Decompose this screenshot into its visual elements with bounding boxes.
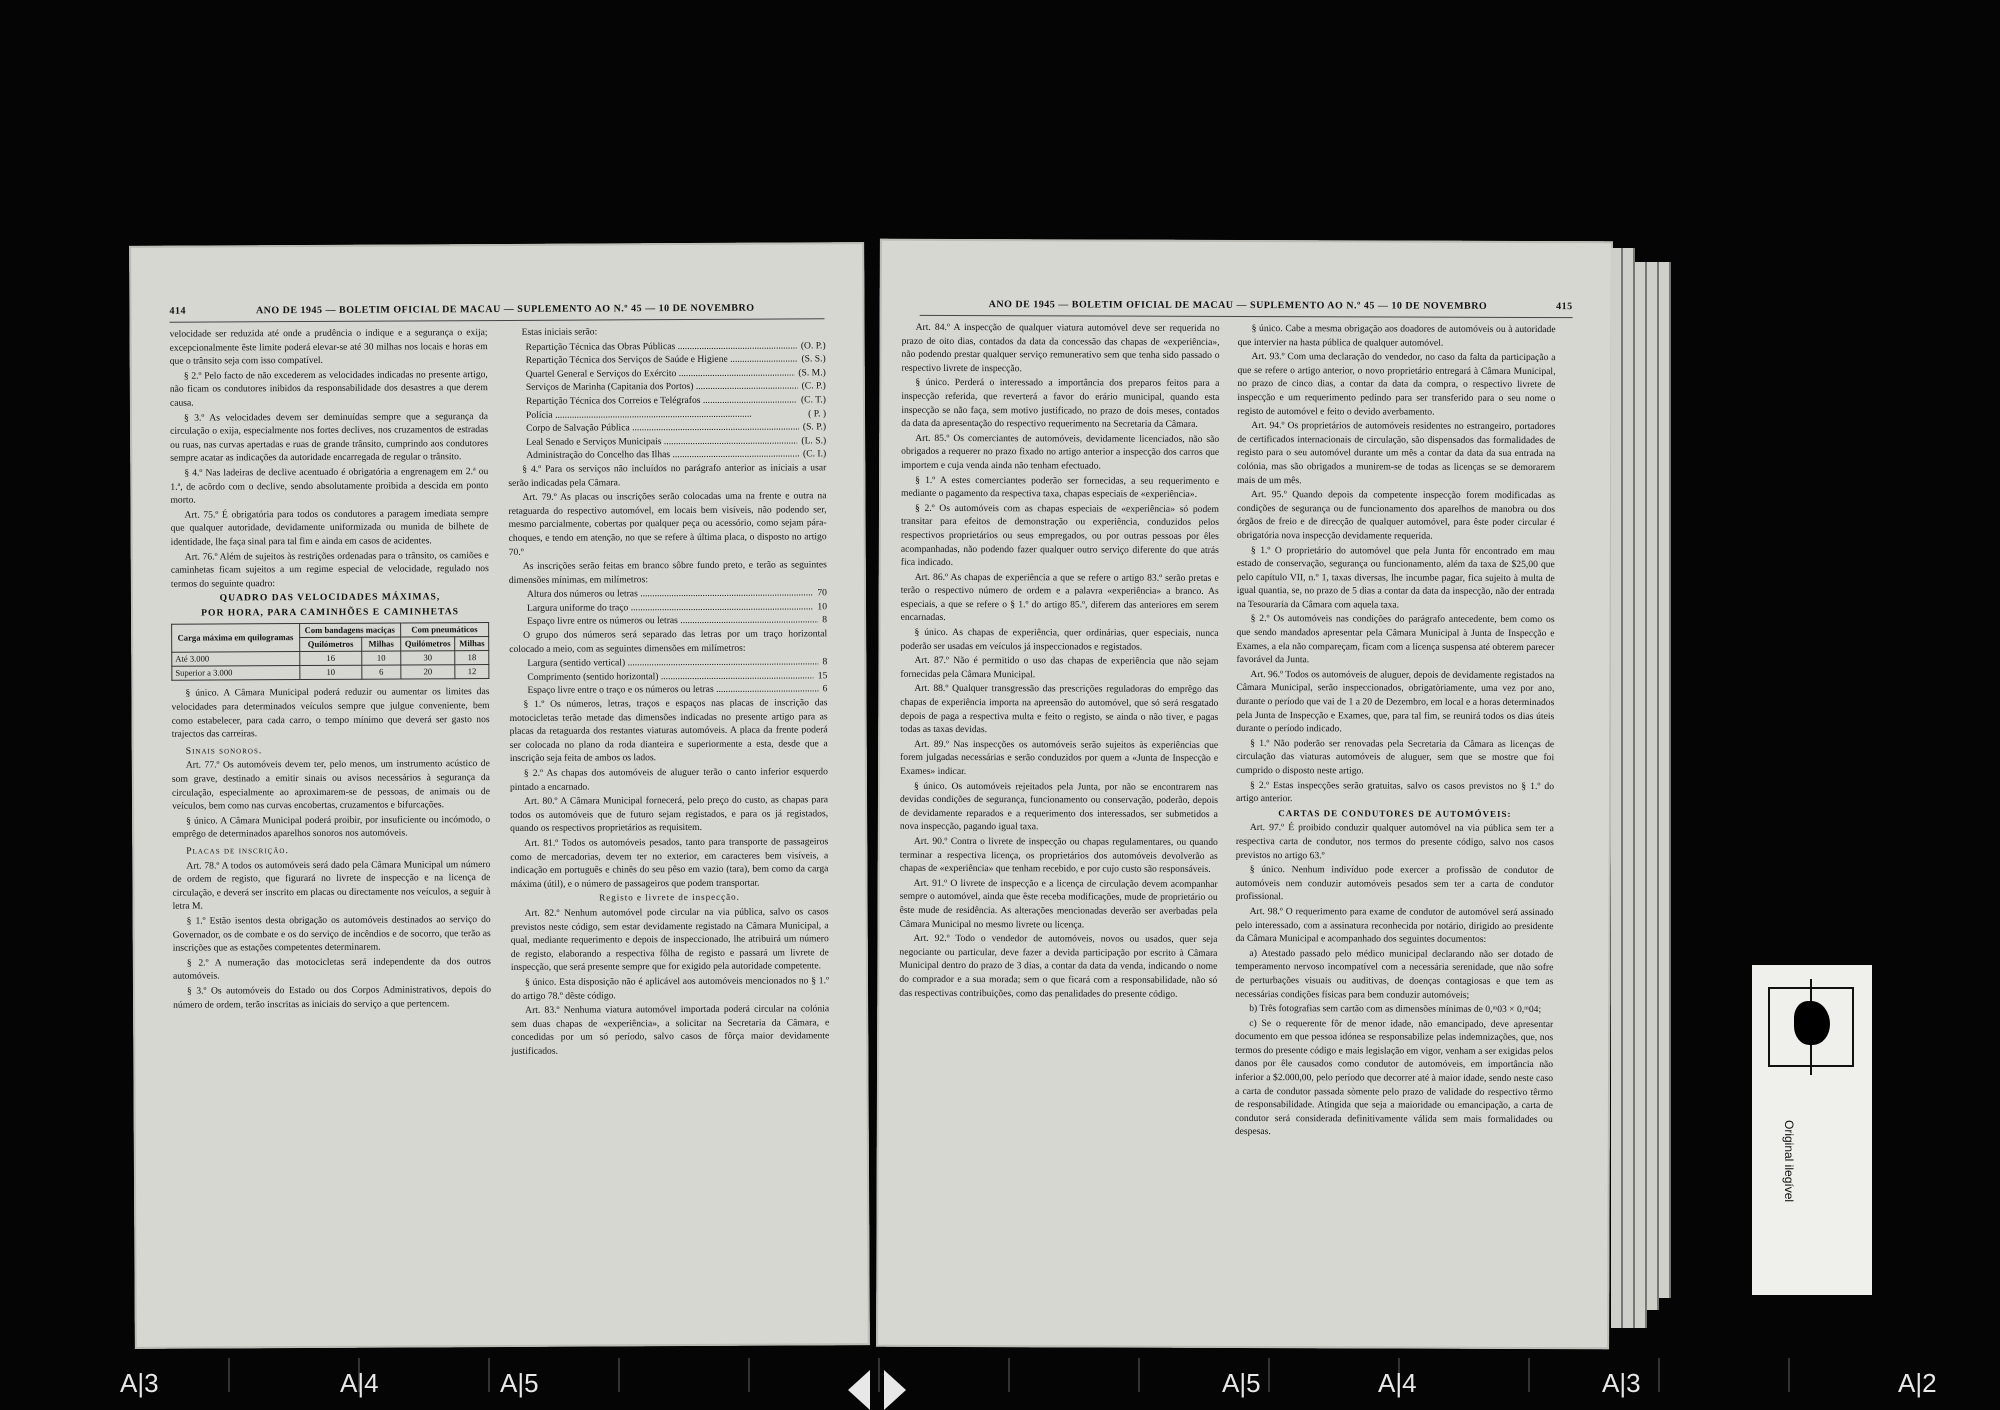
table-header: Com bandagens maciças bbox=[299, 623, 400, 638]
list-item-label: Corpo de Salvação Pública ..... bbox=[526, 421, 799, 436]
header-title: ANO DE 1945 — BOLETIM OFICIAL DE MACAU — SUPLEMENTO AO N.º 45 — 10 DE NOVEMBRO bbox=[988, 299, 1488, 312]
paragraph: Art. 75.º É obrigatória para todos os condutores a paragem imediata sempre que qualquer autoridade, devidamente uniformizada ou munida de bilhete de identidade, lhe faça sinal para tal fim e ainda em casos de acidentes. bbox=[170, 507, 489, 548]
list-item-value: 70 bbox=[817, 587, 827, 599]
initials-list bbox=[508, 339, 827, 463]
list-item bbox=[508, 393, 826, 408]
paragraph: § único. A Câmara Municipal poderá reduzir ou aumentar os limites das velocidades para determinados veículos sempre que julgue conveniente, bem como estabelecer, para cada carro, o tempo mínimo que deverá ser gasto nos trajectos das carreiras. bbox=[171, 686, 490, 740]
paragraph: a) Atestado passado pelo médico municipal declarando não ser dotado de temperamento nervoso incompatível com a necessária serenidade, que não sofre de perturbações visuais ou auditivas, de doenças contagiosas e que tem as necessárias condições físicas para bem conduzir automóveis; bbox=[1235, 947, 1554, 1001]
list-item-code: ( P. ) bbox=[808, 407, 827, 419]
paragraph: § 1.º O proprietário do automóvel que pela Junta fôr encontrado em mau estado de conservação, segurança ou funcionamento, além da taxa de $25,00 que pelo capítulo VII, n.º 1, taxas diversas, lhe incumbe pagar, fica sujeito à multa de igual quantia, se, no prazo de 5 dias a contar da data da inspecção, não der entrada na Tesouraria da Câmara com aquela taxa. bbox=[1236, 544, 1555, 611]
list-item-code: (C. P.) bbox=[801, 380, 826, 392]
frame-mark: A|3 bbox=[120, 1368, 159, 1398]
table-cell: 10 bbox=[362, 651, 401, 665]
paragraph: Art. 82.º Nenhum automóvel pode circular na via pública, salvo os casos previstos neste código, sem estar devidamente registado na Câmara Municipal, a qual, mediante requerimento e depois de inspeccionado, lhe atribuirá um número de registo, elaborando a respectiva fôlha de registo e passará um livrete de inspecção, que será presente sempre que for exigido pela autoridade competente. bbox=[510, 906, 829, 974]
table-cell: 16 bbox=[299, 652, 362, 666]
frame-arrow-left-icon bbox=[848, 1370, 870, 1410]
paragraph: Art. 84.º A inspecção de qualquer viatura automóvel deve ser requerida no prazo de oito dias, contados da data da concessão das chapas de «experiência», não podendo prestar qualquer serviço remunerativo sem que tenha sido passado o respectivo livrete de inspecção. bbox=[901, 321, 1220, 375]
page-edges bbox=[1611, 248, 1671, 1328]
page-header bbox=[169, 302, 824, 322]
paragraph: § 2.º A numeração das motocicletas será independente da dos outros automóveis. bbox=[172, 955, 491, 983]
paragraph: Art. 81.º Todos os automóveis pesados, tanto para transporte de passageiros como de mercadorias, devem ter no exterior, em caracteres bem visíveis, a indicação em português e chinês do seu pêso em vazio (tara), bem como da carga máxima (útil), e o número de passageiros que podem transportar. bbox=[510, 836, 829, 890]
frame-mark: A|2 bbox=[1898, 1368, 1937, 1398]
list-item-code: (C. T.) bbox=[800, 394, 826, 406]
paragraph: § 3.º As velocidades devem ser deminuídas sempre que a segurança da circulação o exija, especialmente nos fortes declives, nos cruzamentos de estradas ou ruas, nas curvas apertadas e ruas de grande trânsito, cumprindo aos condutores sempre acatar as indicações da autoridade encarregada de regular o trânsito. bbox=[170, 410, 489, 465]
speed-table bbox=[171, 623, 489, 682]
list-item-label: Largura uniforme do traço ..... bbox=[527, 600, 813, 615]
list-item-value: 6 bbox=[822, 683, 828, 695]
table-cell: 6 bbox=[362, 665, 401, 679]
paragraph: Art. 96.º Todos os automóveis de aluguer, depois de devidamente registados na Câmara Municipal, serão inspeccionados, obrigatòriamente, uma vez por ano, durante o período que vai de 1 a 20 de Dezembro, em local e a horas determinados pela Junta de Inspecção e Exames, que, para tal fim, se reunirá todos os dias úteis durante o período indicado. bbox=[1236, 668, 1555, 735]
paragraph: Art. 88.º Qualquer transgressão das prescrições reguladoras do emprêgo das chapas de experiência importa na apreensão do automóvel, que só será resgatado depois de paga a respectiva multa e feito o registo, se ainda o não tiver, e pagas todas as taxas devidas. bbox=[900, 683, 1219, 736]
paragraph: Art. 86.º As chapas de experiência a que se refere o artigo 83.º serão pretas e terão o respectivo número de ordem e a palavra «experiência» a branco. As especiais, a que se refere o § 1.º do artigo 85.º, diferem das anteriores em serem encarnadas. bbox=[900, 571, 1219, 624]
list-item-label: Repartição Técnica dos Correios e Telégrafos ..... bbox=[526, 393, 797, 408]
paragraph: b) Três fotografias sem cartão com as dimensões mínimas de 0,ᵐ03 × 0,ᵐ04; bbox=[1249, 1003, 1542, 1016]
paragraph: Art. 89.º Nas inspecções os automóveis serão sujeitos às experiências que forem julgadas necessárias e serão conduzidos por quem a «Junta de Inspecção e Exames» indicar. bbox=[900, 738, 1219, 778]
paragraph: Art. 77.º Os automóveis devem ter, pelo menos, um instrumento acústico de som grave, destinado a emitir sinais ou avisos necessários à segurança da circulação, especialmente ao aproximarem-se de pessoas, de animais ou de veículos, bem como nas curvas encobertas, cruzamentos e bifurcações. bbox=[171, 758, 491, 812]
list-item-code: (S. M.) bbox=[798, 367, 826, 379]
list-item-label: Polícia ..... bbox=[526, 407, 752, 422]
header-title: ANO DE 1945 — BOLETIM OFICIAL DE MACAU — SUPLEMENTO AO N.º 45 — 10 DE NOVEMBRO bbox=[255, 302, 755, 317]
frame-mark: A|4 bbox=[340, 1368, 379, 1398]
list-item-label: Espaço livre entre os números ou letras ..... bbox=[527, 614, 818, 629]
section-heading: Sinais sonoros. bbox=[185, 745, 263, 757]
section-heading: Registo e livrete de inspecção. bbox=[599, 892, 740, 903]
paragraph: Art. 94.º Os proprietários de automóveis residentes no estrangeiro, portadores de certificados internacionais de circulação, são dispensados das formalidades de registo para o seu automóvel durante um mês a contar da data da sua entrada na colónia, mas são obrigados a munirem-se de todas as licenças se se demorarem mais de um mês. bbox=[1237, 420, 1556, 486]
paragraph: Art. 92.º Todo o vendedor de automóveis, novos ou usados, quer seja negociante ou particular, deve fazer a devida participação por escrito à Câmara Municipal dentro do prazo de 3 dias, a contar da data da venda, indicando o nome do comprador e a sua morada; sem o que ficará com a responsabilidade, não só das respectivas contribuições, como das penalidades do presente código. bbox=[899, 932, 1218, 1000]
table-cell: 18 bbox=[455, 651, 489, 665]
frame-mark: A|5 bbox=[1222, 1368, 1261, 1398]
list-item-value: 10 bbox=[817, 601, 828, 613]
section-heading: Placas de inscrição. bbox=[186, 845, 289, 857]
table-cell: Superior a 3.000 bbox=[172, 666, 300, 681]
list-item-label: Serviços de Marinha (Capitania dos Portos) ..... bbox=[526, 380, 798, 395]
list-item-code: (S. P.) bbox=[802, 421, 827, 433]
paragraph: As inscrições serão feitas em branco sôbre fundo preto, e terão as seguintes dimensões mínimas, em milímetros: bbox=[508, 559, 827, 586]
right-page-column-1 bbox=[899, 321, 1219, 1002]
paragraph: Art. 78.º A todos os automóveis será dado pela Câmara Municipal um número de ordem de registo, que figurará no livrete de inspecção e na licença de circulação, e deverá ser inscrito em placas ou directamente nos veículos, a seguir à letra M. bbox=[172, 858, 491, 913]
table-header: Quilómetros bbox=[400, 637, 455, 651]
paragraph: Art. 91.º O livrete de inspecção e a licença de circulação devem acompanhar sempre o automóvel, ainda que êste receba modificações, mude de proprietário ou êste mude de residência. As alterações mencionadas deverão ser averbadas pela Câmara Municipal no mesmo livrete ou licença. bbox=[899, 877, 1218, 930]
left-page-column-1 bbox=[170, 326, 492, 1013]
list-item-code: (C. I.) bbox=[803, 448, 827, 460]
list-item-label: Repartição Técnica das Obras Públicas ..... bbox=[526, 339, 797, 354]
section-heading: CARTAS DE CONDUTORES DE AUTOMÓVEIS: bbox=[1278, 807, 1512, 819]
table-cell: 10 bbox=[299, 666, 362, 680]
list-item-value: 15 bbox=[817, 670, 828, 682]
paragraph: § único. Os automóveis rejeitados pela Junta, por não se encontrarem nas devidas condições de segurança, funcionamento ou conservação, poderão, depois de devidamente reparados e a requerimento dos interessados, ser submetidos a nova inspecção, pagando igual taxa. bbox=[899, 780, 1219, 833]
list-item-label: Altura dos números ou letras ..... bbox=[527, 587, 813, 602]
paragraph: § 1.º Estão isentos desta obrigação os automóveis destinados ao serviço do Governador, os de combate e os do serviço de incêndios e de socorro, que terão as inscrições que as estações competentes determinarem. bbox=[172, 914, 491, 954]
paragraph: § 3.º Os automóveis do Estado ou dos Corpos Administrativos, depois do número de ordem, terão inscritas as iniciais do serviço a que pertencem. bbox=[173, 983, 492, 1011]
dimensions-list bbox=[509, 587, 827, 629]
left-page-column-2 bbox=[508, 324, 830, 1059]
target-frame-icon bbox=[1768, 987, 1854, 1067]
table-cell: 20 bbox=[400, 665, 455, 679]
paragraph: velocidade ser reduzida até onde a prudência o indique e a segurança o exija; excepcionalmente êste limite poderá elevar-se até 30 milhas nos locais e horas em que o trânsito seja com isso compatível. bbox=[169, 327, 488, 367]
frame-arrow-right-icon bbox=[884, 1370, 906, 1410]
paragraph: § 2.º Pelo facto de não excederem as velocidades indicadas no presente artigo, não ficam os condutores inibidos da responsabilidade dos desastres a que derem causa. bbox=[169, 368, 488, 409]
film-edge-ticks bbox=[160, 1358, 1810, 1392]
list-item-code: (S. S.) bbox=[801, 353, 826, 365]
list-item-label: Largura (sentido vertical) ..... bbox=[527, 656, 818, 671]
paragraph: Art. 76.º Além de sujeitos às restrições ordenadas para o trânsito, os camiões e caminhetas ficam sujeitos a um regime especial de velocidade, regulado nos termos do seguinte quadro: bbox=[170, 549, 489, 590]
paragraph: Art. 95.º Quando depois da competente inspecção forem modificadas as condições de segurança ou de funcionamento dos aparelhos de manobra ou dos órgãos de freio e de direcção de qualquer automóvel, para êste poder circular é obrigatória nova inspecção devidamente requerida. bbox=[1236, 489, 1556, 542]
paragraph: § único. As chapas de experiência, quer ordinárias, quer especiais, nunca poderão ser usadas em veículos já inspeccionados e registados. bbox=[900, 626, 1219, 653]
paragraph: Art. 90.º Contra o livrete de inspecção ou chapas regulamentares, ou quando terminar a respectiva licença, os proprietários dos automóveis devolverão as chapas de «experiência» que tenham recebido, e por cujo custo são responsáveis. bbox=[899, 835, 1218, 876]
paragraph: § 2.º Os automóveis nas condições do parágrafo antecedente, bem como os que sendo mandados apresentar pela Câmara Municipal à Junta de Inspecção e Exames, a ela não compareçam, ficam com a licença suspensa até obterem parecer favorável da Junta. bbox=[1236, 613, 1555, 666]
paragraph: § 1.º A estes comerciantes poderão ser fornecidas, a seu requerimento e mediante o pagamento da respectiva taxa, chapas especiais de «experiência». bbox=[901, 474, 1220, 500]
table-header: Milhas bbox=[455, 637, 489, 651]
paragraph: Art. 98.º O requerimento para exame de condutor de automóvel será assinado pelo interessado, com a assinatura reconhecida por notário, dirigido ao presidente da Câmara Municipal e acompanhado dos seguintes documentos: bbox=[1235, 905, 1554, 945]
paragraph: Art. 83.º Nenhuma viatura automóvel importada poderá circular na colónia sem duas chapas de «experiência», a solicitar na Secretaria da Câmara, e concedidas por um só período, salvo casos de fôrça maior devidamente justificados. bbox=[511, 1003, 830, 1057]
table-header: Quilómetros bbox=[299, 638, 362, 652]
page-number: 415 bbox=[1556, 301, 1573, 313]
frame-mark: A|3 bbox=[1602, 1368, 1641, 1398]
paragraph: § único. Nenhum indivíduo pode exercer a profissão de condutor de automóveis nem conduzir automóveis pesados sem ter a carta de condutor profissional. bbox=[1235, 864, 1554, 903]
paragraph: Art. 97.º É proibido conduzir qualquer automóvel na via pública sem ter a respectiva carta de condutor, nos termos do presente código, salvo nos casos previstos no artigo 63.º bbox=[1235, 822, 1554, 861]
list-item-label: Leal Senado e Serviços Municipais ..... bbox=[526, 434, 797, 449]
paragraph: Art. 87.º Não é permitido o uso das chapas de experiência que não sejam fornecidas pela Câmara Municipal. bbox=[900, 655, 1219, 681]
paragraph: § único. A Câmara Municipal poderá proibir, por insuficiente ou incómodo, o emprêgo de determinados aparelhos sonoros nos automóveis. bbox=[172, 813, 491, 841]
list-item-code: (O. P.) bbox=[800, 339, 826, 352]
list-item-value: 8 bbox=[822, 614, 828, 626]
paragraph: § único. Cabe a mesma obrigação aos doadores de automóveis ou à autoridade que intervier na hasta pública de qualquer automóvel. bbox=[1237, 323, 1556, 349]
table-header: Milhas bbox=[362, 637, 401, 651]
table-cell: 30 bbox=[400, 651, 455, 665]
paragraph: Art. 79.º As placas ou inscrições serão colocadas uma na frente e outra na retaguarda do respectivo automóvel, em locais bem visíveis, não podendo ser, mesmo parcialmente, cobertas por qualquer peça ou acessório, como sejam pára-choques, e tendo em atenção, no que se refere à última placa, o disposto no artigo 70.º bbox=[508, 490, 827, 558]
paragraph: § 1.º Os números, letras, traços e espaços nas placas de inscrição das motocicletas terão metade das dimensões indicadas no presente artigo para as placas da retaguarda dos restantes viaturas automóveis. A placa da frente poderá ser colocada no plano da roda dianteira e superiormente a esta, desde que a inscrição seja feita de ambos os lados. bbox=[509, 697, 828, 765]
paragraph: c) Se o requerente fôr de menor idade, não emancipado, deve apresentar documento em que pessoa idónea se responsabilize pelas indemnizações, que, nos termos do presente código e mais legislação em vigor, venham a ser exigidas pelos danos por êle causados como condutor de automóveis, em importância não inferior a $2.000,00, pelo período que decorrer até à maior idade, sendo neste caso a carta de condutor passada sòmente pelo prazo de validade do respectivo têrmo de responsabilidade. Atingida que seja a maioridade ou emancipação, a carta de condutor será considerada definitivamente válida sem mais formalidades ou despesas. bbox=[1234, 1017, 1554, 1138]
frame-mark: A|5 bbox=[500, 1368, 539, 1398]
page-header bbox=[920, 299, 1573, 318]
right-page-column-2 bbox=[1235, 322, 1556, 1141]
table-header: Com pneumáticos bbox=[400, 623, 488, 637]
paragraph: Estas iniciais serão: bbox=[521, 326, 598, 338]
list-item-code: (L. S.) bbox=[801, 435, 827, 447]
table-subtitle: POR HORA, PARA CAMINHÕES E CAMINHETAS bbox=[201, 606, 459, 619]
table-title: QUADRO DAS VELOCIDADES MÁXIMAS, bbox=[219, 591, 441, 604]
page-number: 414 bbox=[169, 305, 186, 317]
left-page bbox=[129, 242, 870, 1349]
table-row bbox=[172, 665, 489, 681]
list-item-label: Administração do Concelho das Ilhas ..... bbox=[526, 448, 799, 463]
paragraph: Art. 93.º Com uma declaração do vendedor, no caso da falta da participação a que se refere o artigo anterior, o novo proprietário entregará à Câmara Municipal, no prazo de cinco dias, a contar da data da compra, o respectivo livrete de inspecção e um requerimento pedindo para ser transferido para o seu nome o registo de automóvel e feito o devido averbamento. bbox=[1237, 351, 1556, 418]
right-page bbox=[876, 239, 1613, 1350]
list-item-value: 8 bbox=[822, 656, 828, 668]
paragraph: O grupo dos números será separado das letras por um traço horizontal colocado a meio, com as seguintes dimensões em milímetros: bbox=[509, 628, 828, 655]
dimensions-list bbox=[509, 656, 827, 698]
table-cell: 12 bbox=[455, 665, 489, 679]
paragraph: § 4.º Para os serviços não incluídos no parágrafo anterior as iniciais a usar serão indicadas pela Câmara. bbox=[508, 462, 827, 489]
paragraph: § único. Esta disposição não é aplicável aos automóveis mencionados no § 1.º do artigo 78.º dêste código. bbox=[511, 975, 830, 1002]
paragraph: § 2.º Os automóveis com as chapas especiais de «experiência» só podem transitar para efeitos de demonstração ou experiência, conduzidos pelos respectivos proprietários ou seus empregados, ou por outras pessoas por êles acompanhadas, não podendo fazer qualquer outro serviço diferente do que atrás fica indicado. bbox=[900, 502, 1220, 569]
list-item-label: Espaço livre entre o traço e os números ou letras ..... bbox=[527, 683, 818, 698]
table-header: Carga máxima em quilogramas bbox=[172, 624, 300, 653]
paragraph: § único. Perderá o interessado a importância dos preparos feitos para a inspecção referida, que reverterá a favor do erário municipal, quando esta inspecção se não faça, sem motivo justificado, no prazo de dois meses, contados da data da apresentação do respectivo requerimento na Secretaria da Câmara. bbox=[901, 377, 1220, 430]
list-item-label: Quartel General e Serviços do Exército ..... bbox=[526, 366, 795, 381]
list-item-label: Comprimento (sentido horizontal) ..... bbox=[527, 669, 813, 684]
table-cell: Até 3.000 bbox=[172, 652, 300, 667]
paragraph: Art. 80.º A Câmara Municipal fornecerá, pelo preço do custo, as chapas para todos os automóveis que de futuro sejam registados, e para os já registados, quando os respectivos proprietários as requisitem. bbox=[510, 794, 829, 835]
frame-mark: A|4 bbox=[1378, 1368, 1417, 1398]
illegible-original-label: Original ilegível bbox=[1782, 1120, 1796, 1203]
paragraph: § 4.º Nas ladeiras de declive acentuado é obrigatória a engrenagem em 2.ª ou 1.ª, de acôrdo com o declive, sendo absolutamente proibida a descida em ponto morto. bbox=[170, 465, 489, 506]
list-item-label: Repartição Técnica dos Serviços de Saúde e Higiene ..... bbox=[526, 353, 798, 368]
paragraph: § 2.º As chapas dos automóveis de aluguer terão o canto inferior esquerdo pintado a encarnado. bbox=[509, 766, 828, 793]
paragraph: § 2.º Estas inspecções serão gratuitas, salvo os casos previstos no § 1.º do artigo anterior. bbox=[1235, 779, 1555, 805]
paragraph: Art. 85.º Os comerciantes de automóveis, devidamente licenciados, não são obrigados a requerer no prazo fixado no artigo anterior a inspecção dos carros que importem e cuja venda ainda não tenham efectuado. bbox=[901, 432, 1220, 472]
illegible-original-card bbox=[1752, 965, 1872, 1295]
paragraph: § 1.º Não poderão ser renovadas pela Secretaria da Câmara as licenças de circulação das viaturas automóveis de aluguer, sem que se mostre que foi cumprido o disposto neste artigo. bbox=[1236, 737, 1555, 777]
